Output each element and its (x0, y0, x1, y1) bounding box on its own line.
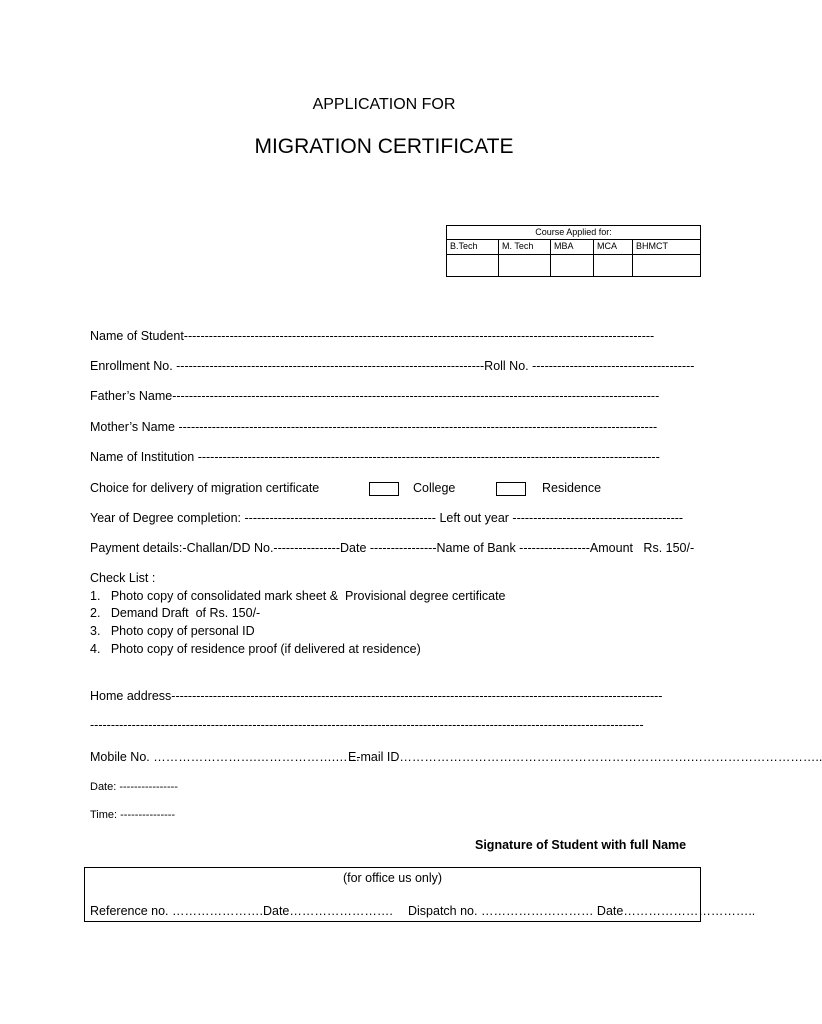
field-year-completion[interactable]: Year of Degree completion: ---------------------------------------------- Left out year ----------------------------------------- (90, 511, 684, 525)
field-dispatch-no[interactable]: Dispatch no. ……………………… Date………………………….. (408, 904, 756, 918)
course-col-mca: MCA (594, 240, 633, 255)
delivery-choice-label: Choice for delivery of migration certificate (90, 481, 320, 495)
field-home-address[interactable]: Home address---------------------------------------------------------------------------------------------------------------------- (90, 689, 663, 703)
checklist-item: 3. Photo copy of personal ID (90, 624, 255, 638)
course-col-mtech: M. Tech (499, 240, 551, 255)
field-mother-name[interactable]: Mother’s Name ------------------------------------------------------------------------------------------------------------------- (90, 420, 658, 434)
college-checkbox[interactable] (369, 482, 399, 496)
college-label: College (413, 481, 456, 495)
title-application-for: APPLICATION FOR (312, 96, 456, 113)
field-date[interactable]: Date: ---------------- (90, 781, 178, 793)
course-cell-bhmct[interactable] (633, 255, 701, 277)
office-use-caption: (for office us only) (342, 871, 443, 885)
field-father-name[interactable]: Father’s Name--------------------------------------------------------------------------------------------------------------------- (90, 389, 660, 403)
course-cell-mba[interactable] (551, 255, 594, 277)
field-student-name[interactable]: Name of Student----------------------------------------------------------------------------------------------------------------- (90, 329, 655, 343)
field-payment-details[interactable]: Payment details:-Challan/DD No.----------------Date ----------------Name of Bank -----------------Amount Rs. 150/- (90, 541, 695, 555)
checklist-item: 4. Photo copy of residence proof (if delivered at residence) (90, 642, 421, 656)
office-use-box (84, 867, 756, 922)
signature-label: Signature of Student with full Name (475, 838, 687, 852)
title-migration-certificate: MIGRATION CERTIFICATE (254, 135, 514, 158)
checklist-title: Check List : (90, 571, 156, 585)
course-cell-mca[interactable] (594, 255, 633, 277)
residence-checkbox[interactable] (496, 482, 526, 496)
course-col-bhmct: BHMCT (633, 240, 701, 255)
checklist-item: 2. Demand Draft of Rs. 150/- (90, 606, 261, 620)
field-enrollment-roll[interactable]: Enrollment No. --------------------------------------------------------------------------Roll No. --------------------------------------- (90, 359, 695, 373)
residence-label: Residence (542, 481, 602, 495)
field-email[interactable]: E-mail ID…………………………………………………………….………………………….. (348, 750, 822, 764)
course-col-btech: B.Tech (447, 240, 499, 255)
course-cell-btech[interactable] (447, 255, 499, 277)
field-home-address-line2[interactable]: ------------------------------------------------------------------------------------------------------------------------------------- (90, 718, 644, 732)
course-col-mba: MBA (551, 240, 594, 255)
checklist-item: 1. Photo copy of consolidated mark sheet & Provisional degree certificate (90, 589, 506, 603)
field-mobile[interactable]: Mobile No. …………………….……………….…… (90, 750, 361, 764)
field-time[interactable]: Time: --------------- (90, 809, 176, 821)
field-institution[interactable]: Name of Institution --------------------------------------------------------------------------------------------------------------- (90, 450, 660, 464)
field-reference-no[interactable]: Reference no. ………………….Date……………………. (90, 904, 393, 918)
course-applied-table (446, 225, 701, 277)
course-table-caption: Course Applied for: (447, 226, 701, 240)
course-cell-mtech[interactable] (499, 255, 551, 277)
